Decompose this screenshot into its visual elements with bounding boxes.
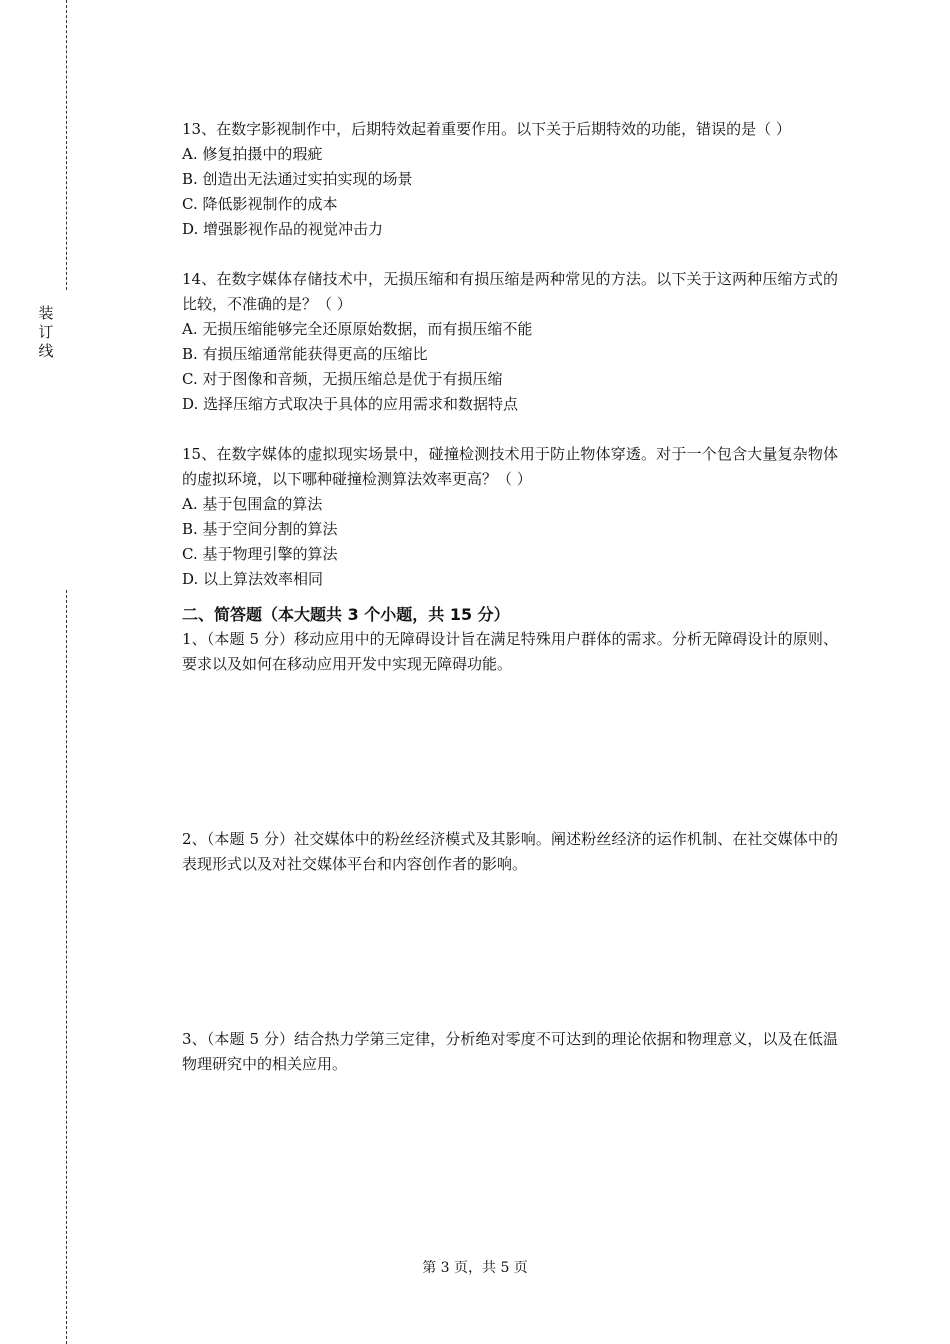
- option-a: A. 修复拍摄中的瑕疵: [182, 145, 323, 163]
- binding-char: 线: [38, 342, 54, 360]
- binding-char: 订: [38, 323, 54, 341]
- question-15: [182, 442, 838, 592]
- option-a: A. 基于包围盒的算法: [182, 495, 323, 513]
- option-c: C. 对于图像和音频，无损压缩总是优于有损压缩: [182, 370, 503, 388]
- short-question-2: 2、（本题 5 分）社交媒体中的粉丝经济模式及其影响。阐述粉丝经济的运作机制、在社交媒体中的表现形式以及对社交媒体平台和内容创作者的影响。: [182, 830, 838, 873]
- option-b: B. 基于空间分割的算法: [182, 520, 338, 538]
- binding-line-top: [66, 0, 67, 290]
- option-d: D. 增强影视作品的视觉冲击力: [182, 220, 384, 238]
- option-a: A. 无损压缩能够完全还原原始数据，而有损压缩不能: [182, 320, 533, 338]
- question-13: [182, 117, 838, 242]
- short-question-3: 3、（本题 5 分）结合热力学第三定律，分析绝对零度不可达到的理论依据和物理意义，以及在低温物理研究中的相关应用。: [182, 1030, 838, 1073]
- binding-label: [36, 304, 56, 361]
- option-b: B. 创造出无法通过实拍实现的场景: [182, 170, 413, 188]
- exam-content: [182, 117, 838, 1077]
- page-footer: 第 3 页，共 5 页: [422, 1260, 528, 1276]
- question-text: 14、在数字媒体存储技术中，无损压缩和有损压缩是两种常见的方法。以下关于这两种压缩方式的比较，不准确的是？（ ）: [182, 270, 838, 313]
- short-question-1: 1、（本题 5 分）移动应用中的无障碍设计旨在满足特殊用户群体的需求。分析无障碍设计的原则、要求以及如何在移动应用开发中实现无障碍功能。: [182, 630, 838, 673]
- option-c: C. 基于物理引擎的算法: [182, 545, 338, 563]
- binding-line-bottom: [66, 590, 67, 1344]
- question-text: 13、在数字影视制作中，后期特效起着重要作用。以下关于后期特效的功能，错误的是（ ）: [182, 120, 791, 138]
- binding-char: 装: [38, 304, 54, 322]
- option-d: D. 选择压缩方式取决于具体的应用需求和数据特点: [182, 395, 519, 413]
- section-title: 二、简答题（本大题共 3 个小题，共 15 分）: [182, 605, 510, 624]
- question-text: 15、在数字媒体的虚拟现实场景中，碰撞检测技术用于防止物体穿透。对于一个包含大量复杂物体的虚拟环境，以下哪种碰撞检测算法效率更高？（ ）: [182, 445, 838, 488]
- option-c: C. 降低影视制作的成本: [182, 195, 338, 213]
- question-14: [182, 267, 838, 417]
- option-b: B. 有损压缩通常能获得更高的压缩比: [182, 345, 428, 363]
- option-d: D. 以上算法效率相同: [182, 570, 324, 588]
